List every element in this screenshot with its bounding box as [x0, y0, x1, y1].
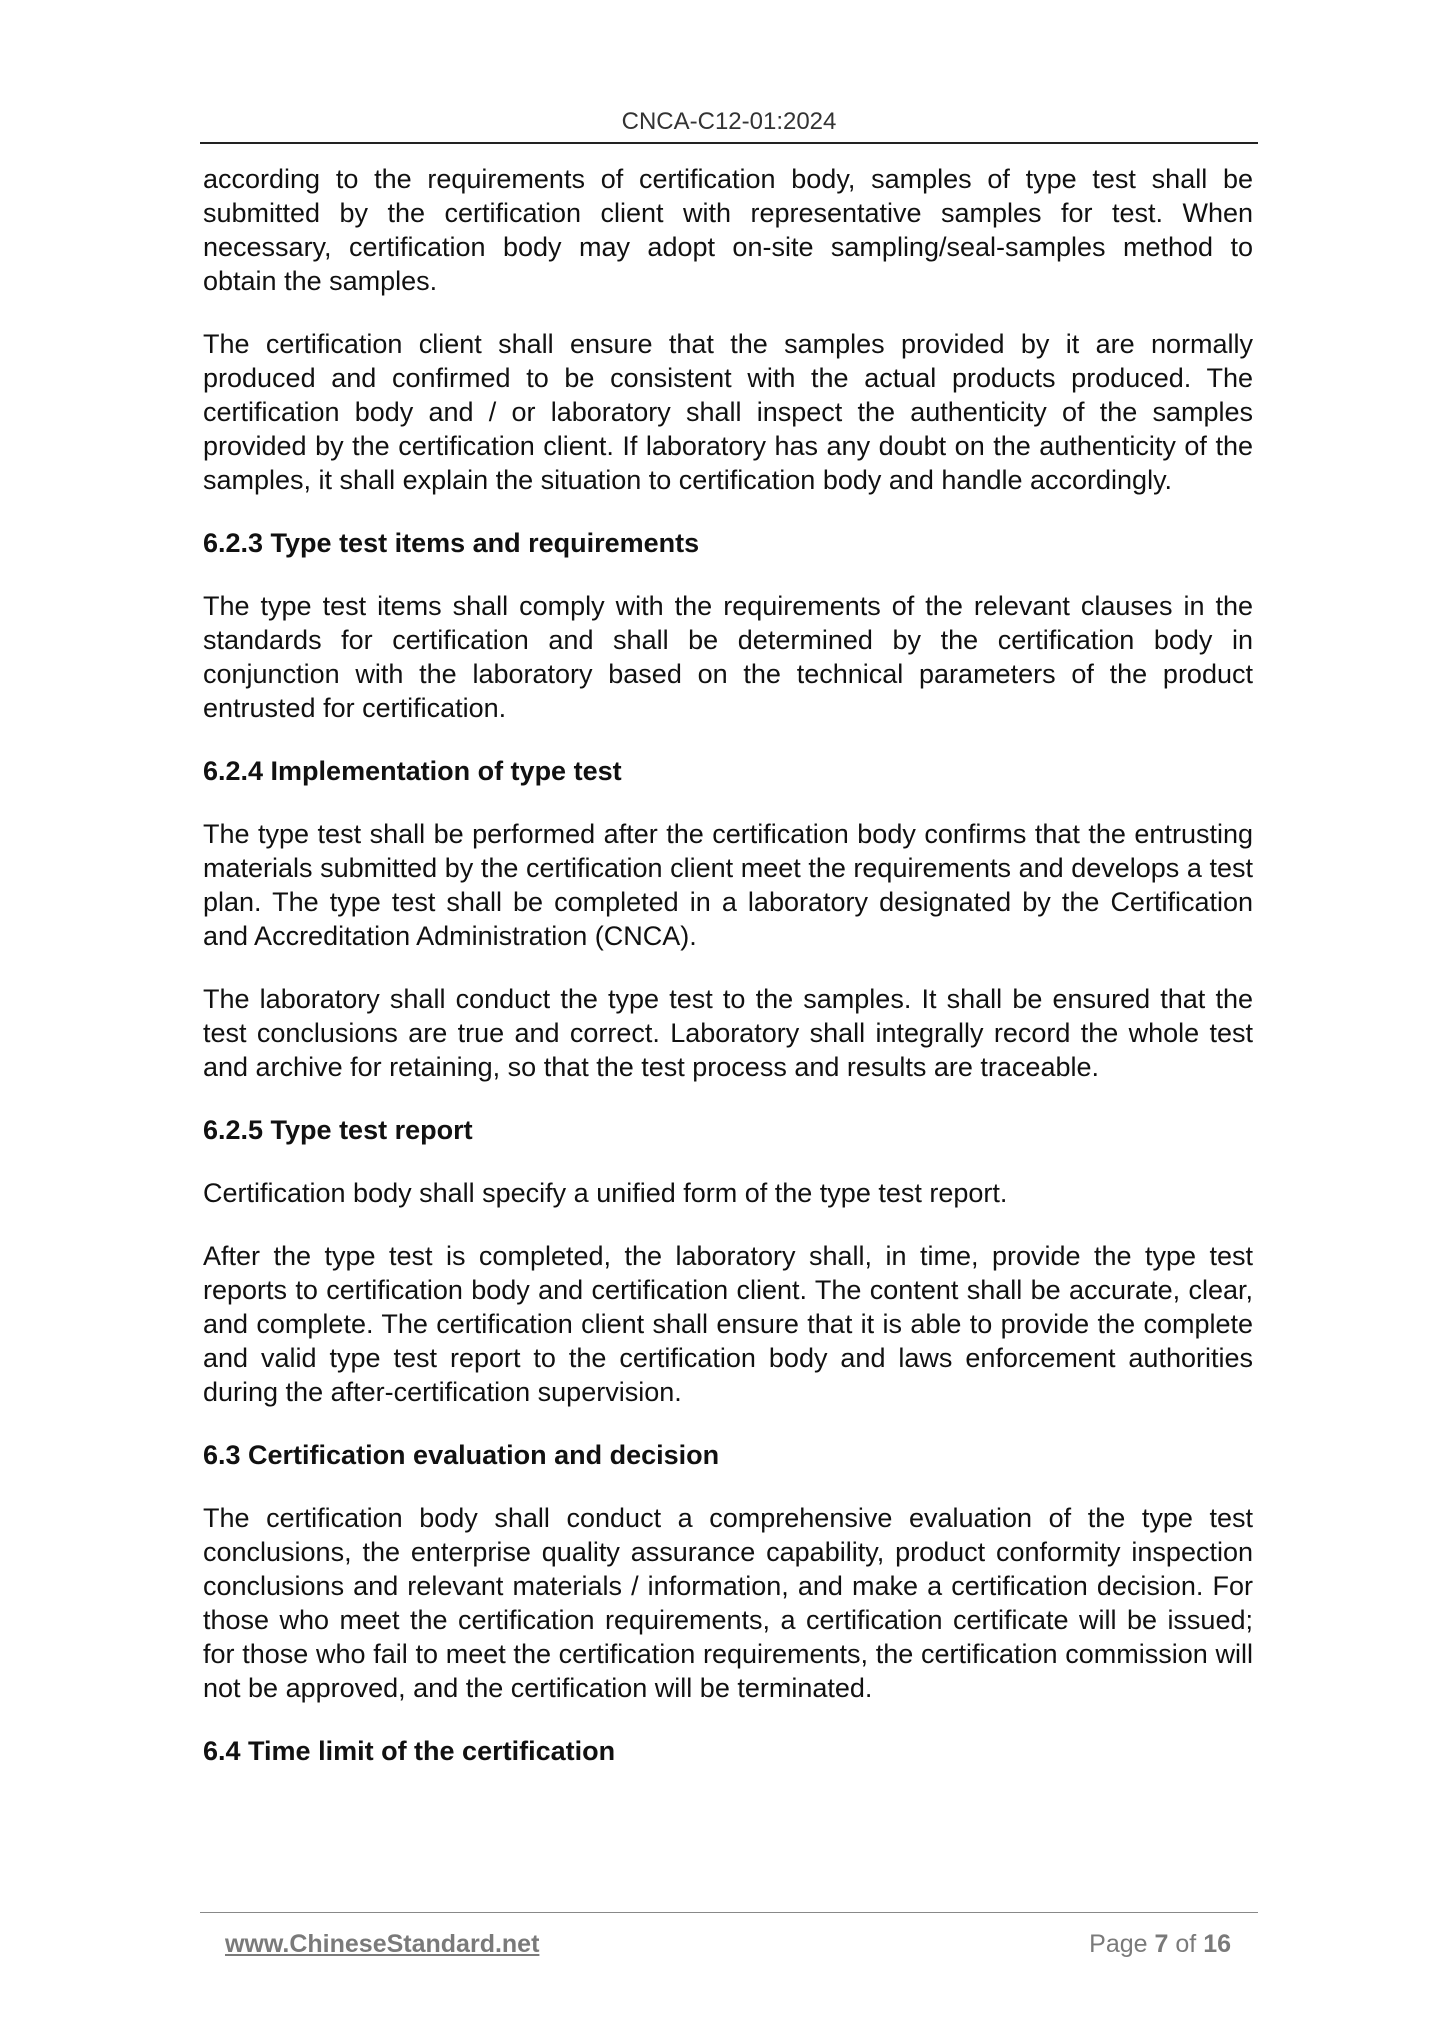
paragraph: according to the requirements of certification body, samples of type test shall be submitted by the certification client with representative samples for test. When necessary, certification body may adopt on-site sampling/seal-samples method to obtain the samples.: [203, 164, 1253, 296]
page-number: 7: [1154, 1930, 1169, 1958]
page-prefix: Page: [1089, 1930, 1148, 1958]
website-link[interactable]: www.ChineseStandard.net: [225, 1930, 540, 1958]
paragraph: Certification body shall specify a unified form of the type test report.: [203, 1178, 1008, 1208]
page-of: of: [1175, 1930, 1197, 1958]
page-indicator: [1089, 1930, 1231, 1959]
paragraph: The type test items shall comply with the requirements of the relevant clauses in the standards for certification and shall be determined by the certification body in conjunction with the laboratory based on the technical parameters of the product entrusted for certification.: [203, 591, 1253, 723]
footer-divider: [200, 1912, 1258, 1913]
paragraph: After the type test is completed, the laboratory shall, in time, provide the type test reports to certification body and certification client. The content shall be accurate, clear, and complete. The certification client shall ensure that it is able to provide the complete and valid type test report to the certification body and laws enforcement authorities during the after-certification supervision.: [203, 1241, 1253, 1407]
page-total: 16: [1203, 1930, 1231, 1958]
document-body: [203, 162, 1253, 1797]
paragraph: The type test shall be performed after the certification body confirms that the entrusting materials submitted by the certification client meet the requirements and develops a test plan. The type test shall be completed in a laboratory designated by the Certification and Accreditation Administration (CNCA).: [203, 819, 1253, 951]
section-heading-6-2-3: 6.2.3 Type test items and requirements: [203, 528, 700, 558]
document-code-header: CNCA-C12-01:2024: [621, 108, 837, 135]
section-heading-6-2-4: 6.2.4 Implementation of type test: [203, 756, 622, 786]
section-heading-6-4: 6.4 Time limit of the certification: [203, 1736, 616, 1766]
header-divider: [200, 142, 1258, 144]
section-heading-6-3: 6.3 Certification evaluation and decision: [203, 1440, 720, 1470]
paragraph: The certification client shall ensure that the samples provided by it are normally produced and confirmed to be consistent with the actual products produced. The certification body and / or laboratory shall inspect the authenticity of the samples provided by the certification client. If laboratory has any doubt on the authenticity of the samples, it shall explain the situation to certification body and handle accordingly.: [203, 329, 1253, 495]
paragraph: The laboratory shall conduct the type test to the samples. It shall be ensured that the test conclusions are true and correct. Laboratory shall integrally record the whole test and archive for retaining, so that the test process and results are traceable.: [203, 984, 1253, 1082]
paragraph: The certification body shall conduct a comprehensive evaluation of the type test conclusions, the enterprise quality assurance capability, product conformity inspection conclusions and relevant materials / information, and make a certification decision. For those who meet the certification requirements, a certification certificate will be issued; for those who fail to meet the certification requirements, the certification commission will not be approved, and the certification will be terminated.: [203, 1503, 1253, 1703]
section-heading-6-2-5: 6.2.5 Type test report: [203, 1115, 473, 1145]
